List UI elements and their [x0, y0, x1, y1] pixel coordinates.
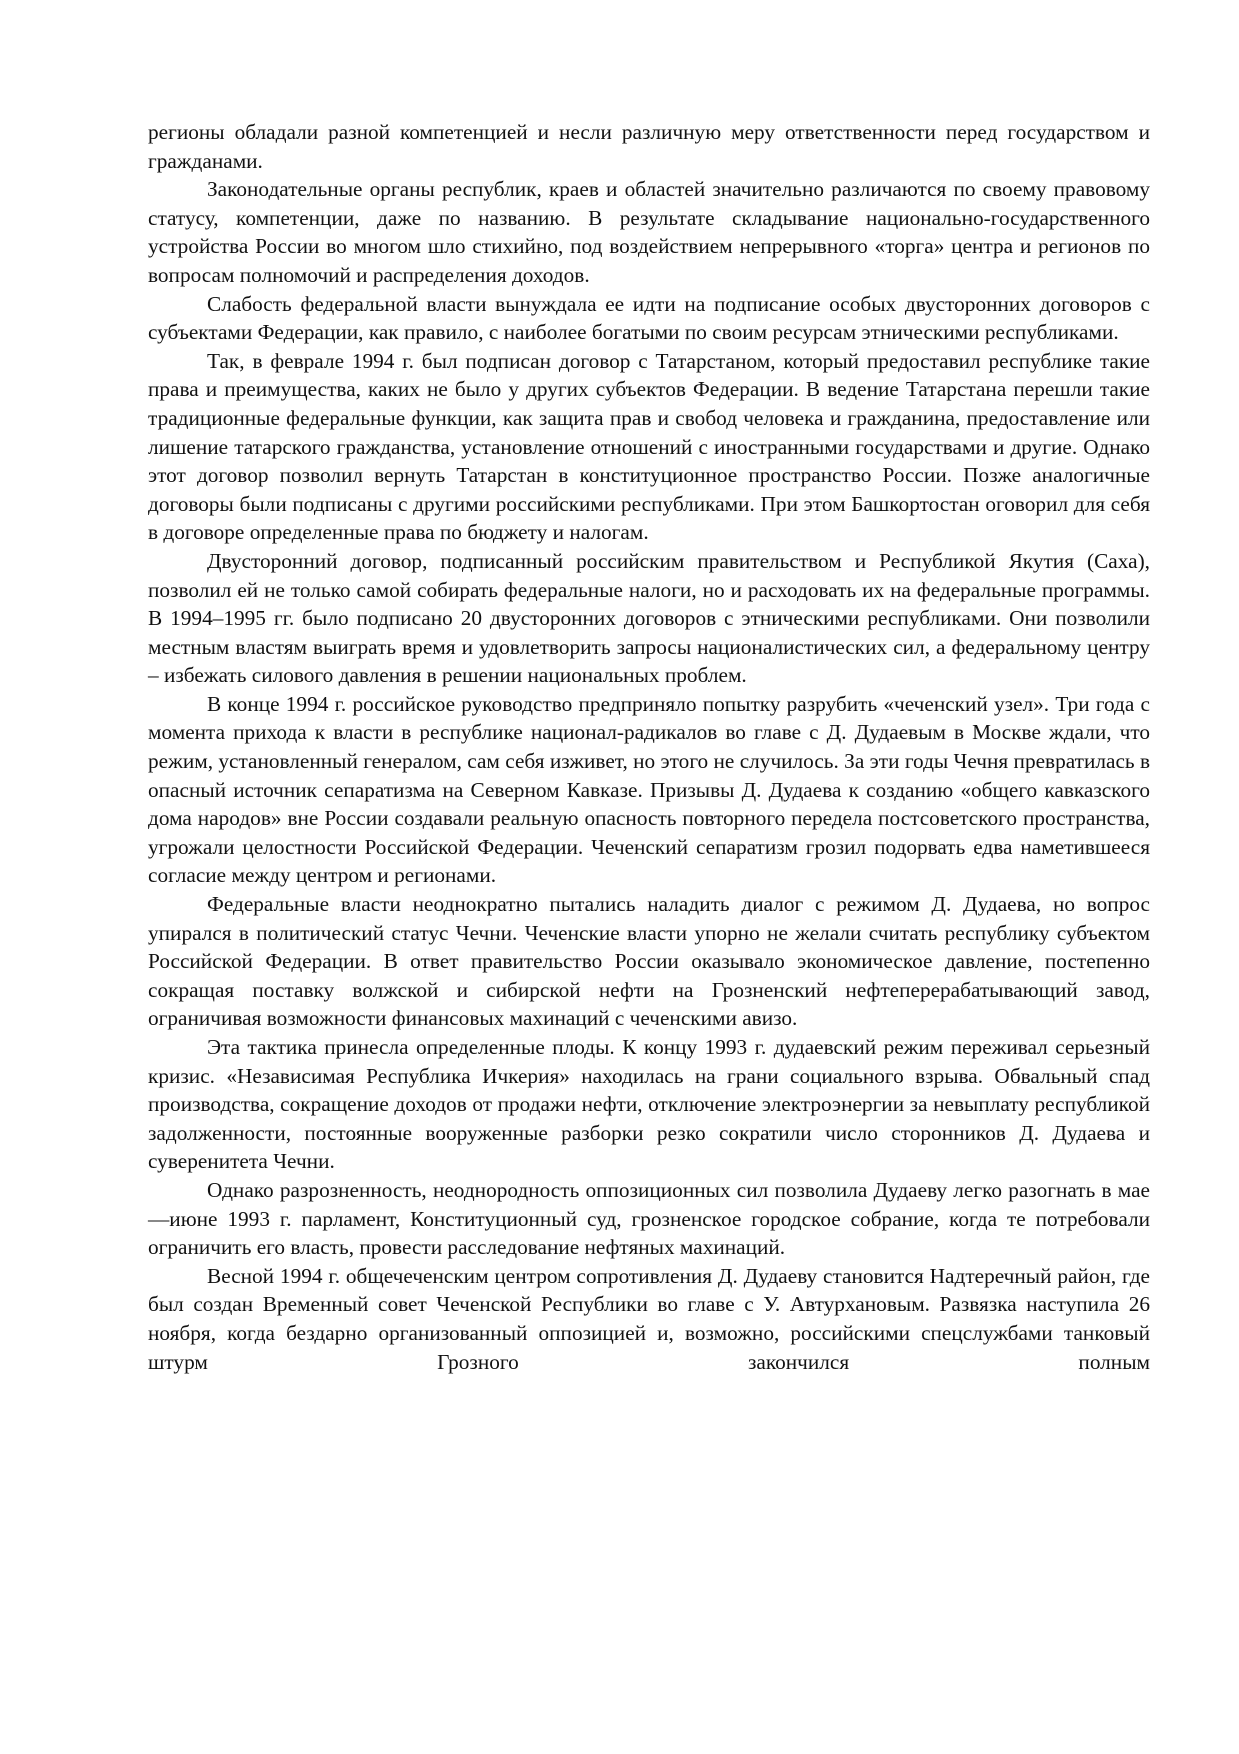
paragraph-opposition: Однако разрозненность, неоднородность оппозиционных сил позволила Дудаеву легко разогнать в мае—июне 1993 г. парламент, Конституционный суд, грозненское городское собрание, когда те потребовали ограничить его власть, провести расследование нефтяных махинаций. — [148, 1177, 1150, 1260]
paragraph-federal-weakness: Слабость федеральной власти вынуждала ее идти на подписание особых двусторонних договоров с субъектами Федерации, как правило, с наиболее богатыми по своим ресурсам этническими республиками. — [148, 291, 1150, 345]
paragraph-tactic-results: Эта тактика принесла определенные плоды. К концу 1993 г. дудаевский режим переживал серьезный кризис. «Независимая Республика Ичкерия» находилась на грани социального взрыва. Обвальный спад производства, сокращение доходов от продажи нефти, отключение электроэнергии за невыплату республикой задолженности, постоянные вооруженные разборки резко сократили число сторонников Д. Дудаева и суверенитета Чечни. — [148, 1035, 1150, 1174]
paragraph-continuation: регионы обладали разной компетенцией и несли различную меру ответственности перед государством и гражданами. — [148, 120, 1150, 173]
paragraph-legislative-organs: Законодательные органы республик, краев и областей значительно различаются по своему правовому статусу, компетенции, даже по названию. В результате складывание национально-государственного устройства России во многом шло стихийно, под воздействием непрерывного «торга» центра и регионов по вопросам полномочий и распределения доходов. — [148, 177, 1150, 287]
paragraph-tatarstan-treaty: Так, в феврале 1994 г. был подписан договор с Татарстаном, который предоставил республике такие права и преимущества, каких не было у других субъектов Федерации. В ведение Татарстана перешли такие традиционные федеральные функции, как защита прав и свобод человека и гражданина, предоставление или лишение татарского гражданства, установление отношений с иностранными государствами и другие. Однако этот договор позволил вернуть Татарстан в конституционное пространство России. Позже аналогичные договоры были подписаны с другими российскими республиками. При этом Башкортостан оговорил для себя в договоре определенные права по бюджету и налогам. — [148, 348, 1150, 545]
paragraph-nadterechny: Весной 1994 г. общечеченским центром сопротивления Д. Дудаеву становится Надтеречный район, где был создан Временный совет Чеченской Республики во главе с У. Автурхановым. Развязка наступила 26 ноября, когда бездарно организованный оппозицией и, возможно, российскими спецслужбами танковый штурм Грозного закончился полным — [148, 1263, 1150, 1374]
paragraph-federal-dialogue: Федеральные власти неоднократно пытались наладить диалог с режимом Д. Дудаева, но вопрос упирался в политический статус Чечни. Чеченские власти упорно не желали считать республику субъектом Российской Федерации. В ответ правительство России оказывало экономическое давление, постепенно сокращая поставку волжской и сибирской нефти на Грозненский нефтеперерабатывающий завод, ограничивая возможности финансовых махинаций с чеченскими авизо. — [148, 892, 1150, 1031]
paragraph-yakutia-treaty: Двусторонний договор, подписанный российским правительством и Республикой Якутия (Саха), позволил ей не только самой собирать федеральные налоги, но и расходовать их на федеральные программы. В 1994–1995 гг. было подписано 20 двусторонних договоров с этническими республиками. Они позволили местным властям выиграть время и удовлетворить запросы националистических сил, а федеральному центру – избежать силового давления в решении национальных проблем. — [148, 548, 1150, 688]
paragraph-chechen-knot: В конце 1994 г. российское руководство предприняло попытку разрубить «чеченский узел». Три года с момента прихода к власти в республике национал-радикалов во главе с Д. Дудаевым в Москве ждали, что режим, установленный генералом, сам себя изживет, но этого не случилось. За эти годы Чечня превратилась в опасный источник сепаратизма на Северном Кавказе. Призывы Д. Дудаева к созданию «общего кавказского дома народов» вне России создавали реальную опасность повторного передела постсоветского пространства, угрожали целостности Российской Федерации. Чеченский сепаратизм грозил подорвать едва наметившееся согласие между центром и регионами. — [148, 691, 1150, 888]
document-page — [148, 118, 1150, 1376]
